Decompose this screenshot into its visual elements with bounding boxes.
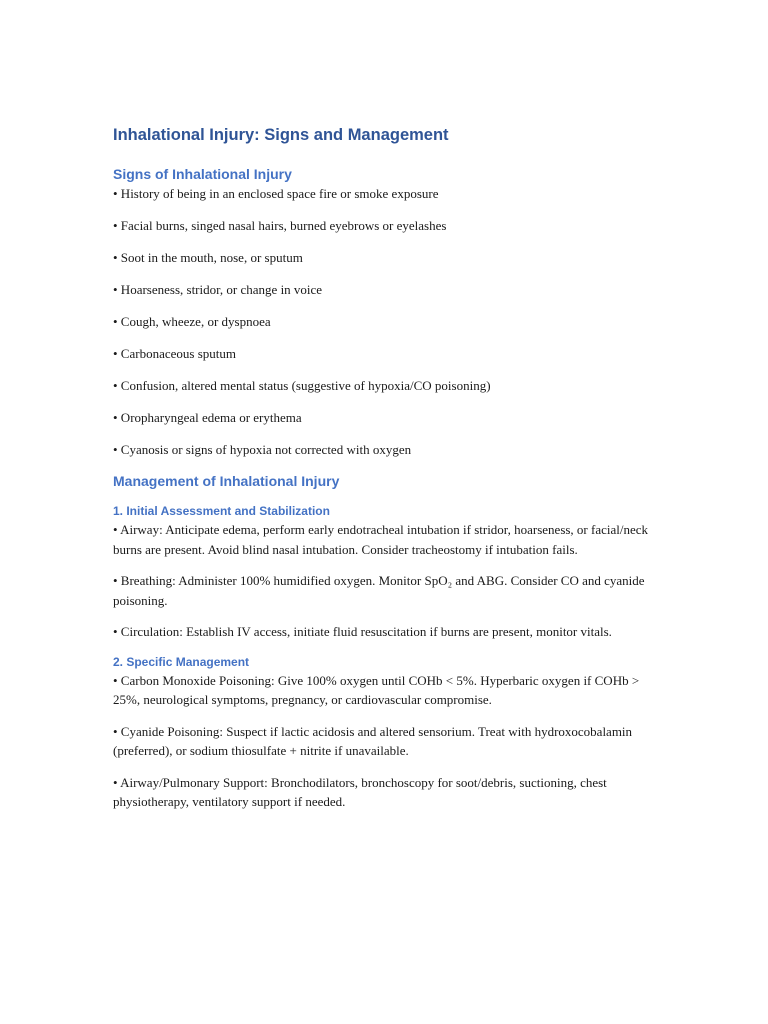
- list-item: • Cyanosis or signs of hypoxia not corrected with oxygen: [113, 442, 412, 457]
- specific-management-subsection: [113, 654, 658, 812]
- signs-heading: Signs of Inhalational Injury: [113, 166, 292, 182]
- list-item: • Oropharyngeal edema or erythema: [113, 410, 302, 425]
- list-item: • History of being in an enclosed space fire or smoke exposure: [113, 186, 439, 201]
- specific-management-heading: 2. Specific Management: [113, 654, 250, 669]
- list-item: • Cough, wheeze, or dyspnoea: [113, 314, 271, 329]
- list-item: • Confusion, altered mental status (suggestive of hypoxia/CO poisoning): [113, 378, 491, 393]
- list-item: • Soot in the mouth, nose, or sputum: [113, 250, 303, 265]
- list-item: • Carbonaceous sputum: [113, 346, 236, 361]
- list-item: • Carbon Monoxide Poisoning: Give 100% oxygen until COHb < 5%. Hyperbaric oxygen if COHb > 25%, neurological symptoms, pregnancy, or cardiovascular compromise.: [113, 672, 640, 707]
- list-item: • Airway/Pulmonary Support: Bronchodilators, bronchoscopy for soot/debris, suctioning, chest physiotherapy, ventilatory support if needed.: [113, 774, 607, 809]
- page-title: Inhalational Injury: Signs and Management: [113, 126, 449, 144]
- list-item: • Facial burns, singed nasal hairs, burned eyebrows or eyelashes: [113, 218, 447, 233]
- signs-list: [113, 184, 658, 460]
- management-heading: Management of Inhalational Injury: [113, 473, 340, 489]
- list-item: • Hoarseness, stridor, or change in voice: [113, 282, 323, 297]
- list-item: • Circulation: Establish IV access, initiate fluid resuscitation if burns are present, monitor vitals.: [113, 624, 612, 639]
- list-item: • Breathing: Administer 100% humidified oxygen. Monitor SpO₂ and ABG. Consider CO and cyanide poisoning.: [113, 573, 645, 608]
- management-section: [113, 472, 658, 812]
- list-item: • Cyanide Poisoning: Suspect if lactic acidosis and altered sensorium. Treat with hydroxocobalamin (preferred), or sodium thiosulfate + nitrite if unavailable.: [113, 723, 633, 758]
- initial-assessment-subsection: [113, 503, 658, 642]
- list-item: • Airway: Anticipate edema, perform early endotracheal intubation if stridor, hoarseness, or facial/neck burns are present. Avoid blind nasal intubation. Consider tracheostomy if intubation fails.: [113, 522, 649, 557]
- signs-section: [113, 165, 658, 460]
- document-page: [113, 124, 658, 824]
- initial-assessment-heading: 1. Initial Assessment and Stabilization: [113, 504, 330, 518]
